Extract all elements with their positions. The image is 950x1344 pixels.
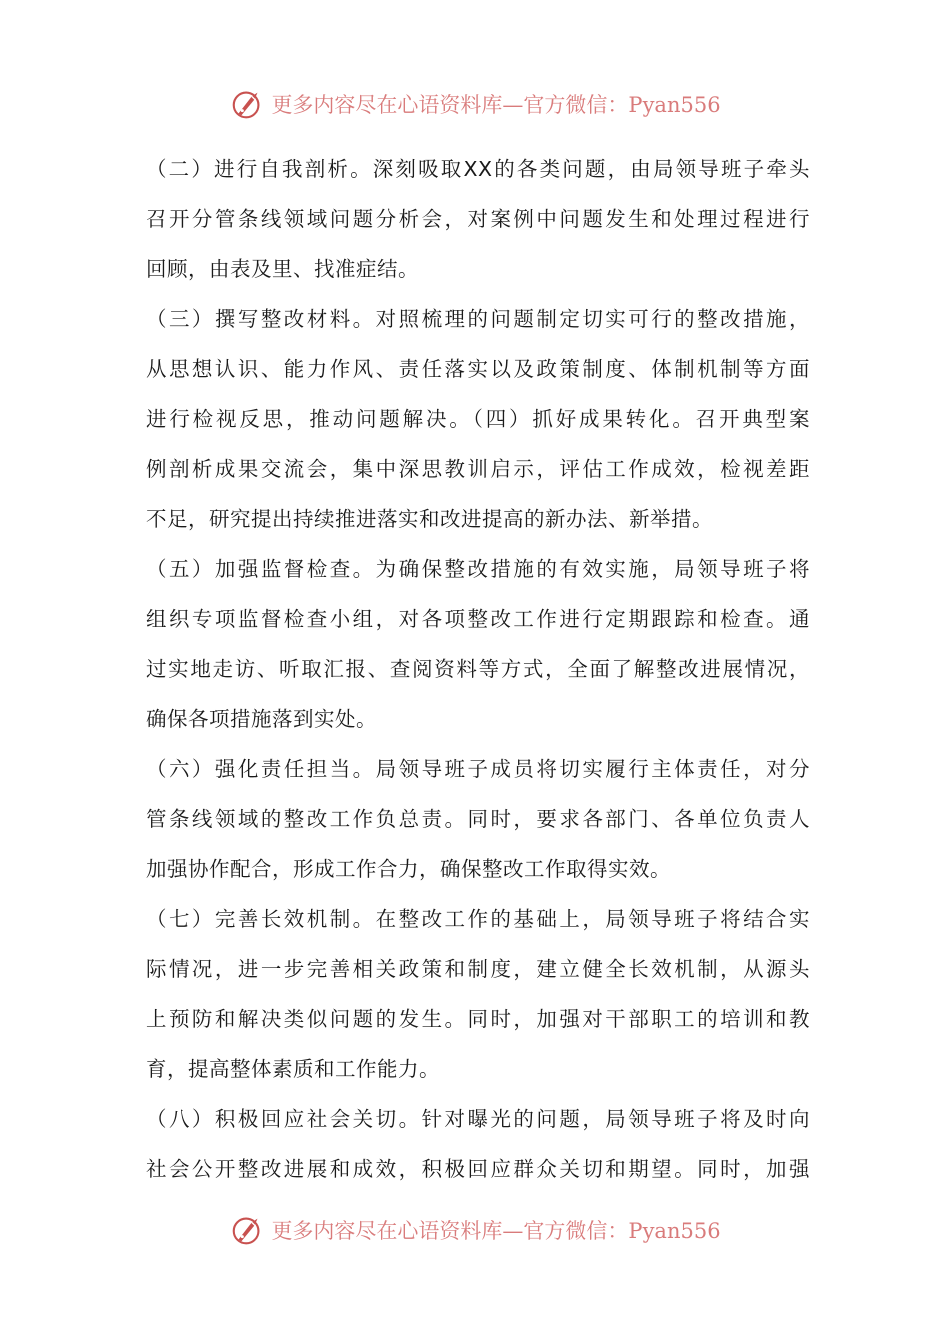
watermark-text: 更多内容尽在心语资料库—官方微信：Pyan556 bbox=[271, 1219, 721, 1243]
text-line: 召开分管条线领域问题分析会，对案例中问题发生和处理过程进行 bbox=[146, 207, 810, 231]
header-watermark bbox=[0, 82, 950, 126]
paragraph-7 bbox=[146, 894, 810, 1094]
text-line: 管条线领域的整改工作负总责。同时，要求各部门、各单位负责人 bbox=[146, 807, 810, 831]
paragraph-3 bbox=[146, 294, 810, 544]
text-line: （三）撰写整改材料。对照梳理的问题制定切实可行的整改措施， bbox=[146, 307, 810, 331]
text-line: （二）进行自我剖析。深刻吸取XX的各类问题，由局领导班子牵头 bbox=[146, 157, 810, 181]
text-line: 社会公开整改进展和成效，积极回应群众关切和期望。同时，加强 bbox=[146, 1157, 810, 1181]
pen-nib-logo-icon bbox=[229, 1211, 267, 1249]
text-line: （七）完善长效机制。在整改工作的基础上，局领导班子将结合实 bbox=[146, 907, 810, 931]
footer-watermark bbox=[0, 1208, 950, 1252]
text-line: 从思想认识、能力作风、责任落实以及政策制度、体制机制等方面 bbox=[146, 357, 810, 381]
text-line: （八）积极回应社会关切。针对曝光的问题，局领导班子将及时向 bbox=[146, 1107, 810, 1131]
text-line: 育，提高整体素质和工作能力。 bbox=[146, 1057, 440, 1081]
text-line: 进行检视反思，推动问题解决。（四）抓好成果转化。召开典型案 bbox=[146, 407, 810, 431]
text-line: （六）强化责任担当。局领导班子成员将切实履行主体责任，对分 bbox=[146, 757, 810, 781]
text-line: 过实地走访、听取汇报、查阅资料等方式，全面了解整改进展情况， bbox=[146, 657, 810, 681]
text-line: 例剖析成果交流会，集中深思教训启示，评估工作成效，检视差距 bbox=[146, 457, 810, 481]
paragraph-8 bbox=[146, 1094, 810, 1194]
text-line: 上预防和解决类似问题的发生。同时，加强对干部职工的培训和教 bbox=[146, 1007, 810, 1031]
text-line: （五）加强监督检查。为确保整改措施的有效实施，局领导班子将 bbox=[146, 557, 810, 581]
paragraph-6 bbox=[146, 744, 810, 894]
text-line: 确保各项措施落到实处。 bbox=[146, 707, 377, 731]
pen-nib-logo-icon bbox=[229, 85, 267, 123]
paragraph-2 bbox=[146, 144, 810, 294]
text-line: 不足，研究提出持续推进落实和改进提高的新办法、新举措。 bbox=[146, 507, 713, 531]
text-line: 回顾，由表及里、找准症结。 bbox=[146, 257, 419, 281]
text-line: 组织专项监督检查小组，对各项整改工作进行定期跟踪和检查。通 bbox=[146, 607, 810, 631]
document-body bbox=[146, 144, 810, 1194]
watermark-text: 更多内容尽在心语资料库—官方微信：Pyan556 bbox=[271, 93, 721, 117]
text-line: 加强协作配合，形成工作合力，确保整改工作取得实效。 bbox=[146, 857, 671, 881]
paragraph-5 bbox=[146, 544, 810, 744]
text-line: 际情况，进一步完善相关政策和制度，建立健全长效机制，从源头 bbox=[146, 957, 810, 981]
